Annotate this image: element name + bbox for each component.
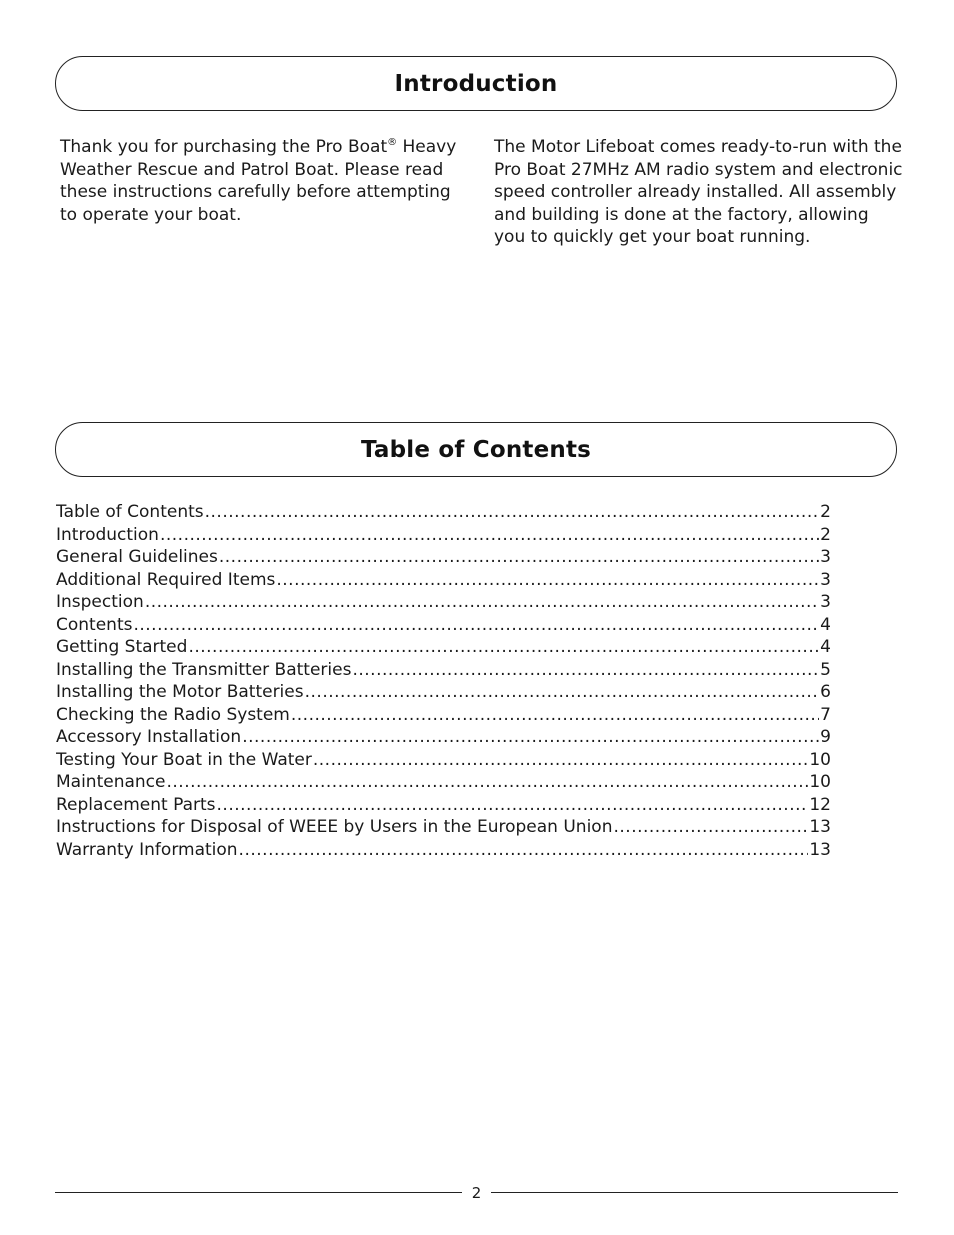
toc-dot-leader [219,546,819,569]
toc-entry[interactable] [56,726,831,749]
toc-entry-page: 6 [820,682,831,702]
toc-entry[interactable] [56,839,831,862]
toc-entry[interactable] [56,659,831,682]
toc-entry-title: Accessory Installation [56,727,242,747]
toc-dot-leader [205,501,820,524]
toc-dot-leader [160,524,819,547]
footer-rule-right [491,1192,898,1193]
toc-entry[interactable] [56,794,831,817]
intro-left-text-start: Thank you for purchasing the Pro Boat [60,137,388,157]
toc-entry-title: Table of Contents [56,502,204,522]
toc-entry-title: Testing Your Boat in the Water [56,749,312,770]
toc-entry-page: 3 [820,569,831,590]
toc-entry-page: 13 [809,817,831,837]
toc-entry[interactable] [56,614,831,637]
toc-entry-title: Getting Started [56,637,188,657]
toc-entry-title: Introduction [56,524,159,545]
toc-entry-title: General Guidelines [56,547,218,567]
toc-dot-leader [188,636,819,659]
toc-entry-page: 2 [820,524,831,545]
toc-entry-page: 10 [809,749,831,770]
toc-dot-leader [166,771,808,794]
toc-entry-title: Installing the Motor Batteries [56,682,304,702]
toc-dot-leader [313,749,808,772]
introduction-heading: Introduction [394,70,558,97]
toc-entry-title: Additional Required Items [56,569,276,590]
toc-entry[interactable] [56,501,831,524]
toc-entry-title: Replacement Parts [56,794,216,815]
toc-entry-title: Inspection [56,592,144,612]
toc-entry[interactable] [56,681,831,704]
toc-entry-page: 2 [820,502,831,522]
toc-dot-leader [305,681,820,704]
toc-entry[interactable] [56,704,831,727]
toc-entry-page: 9 [820,727,831,747]
toc-entry-title: Instructions for Disposal of WEEE by Users in the European Union [56,817,613,837]
toc-dot-leader [217,794,809,817]
toc-entry[interactable] [56,816,831,839]
footer-rule-left [55,1192,462,1193]
toc-header-box [55,422,897,477]
introduction-header-box [55,56,897,111]
toc-dot-leader [291,704,819,727]
toc-heading: Table of Contents [360,436,592,463]
registered-mark: ® [387,137,398,148]
toc-entry-title: Maintenance [56,772,166,792]
toc-entry-page: 10 [809,772,831,792]
toc-entry[interactable] [56,771,831,794]
toc-entry-page: 5 [820,659,831,680]
toc-entry[interactable] [56,569,831,592]
toc-dot-leader [133,614,819,637]
toc-entry-title: Warranty Information [56,839,238,860]
toc-entry-page: 4 [820,637,831,657]
toc-entry-page: 4 [820,614,831,635]
toc-entry-page: 7 [820,704,831,725]
toc-entry-page: 3 [820,547,831,567]
toc-dot-leader [613,816,808,839]
toc-entry-page: 12 [809,794,831,815]
intro-right-paragraph: The Motor Lifeboat comes ready-to-run with the Pro Boat 27MHz AM radio system and electronic speed controller already installed. All assembly and building is done at the factory, allowing you to quickly get your boat running. [494,137,903,247]
toc-entry-title: Installing the Transmitter Batteries [56,659,352,680]
toc-entry[interactable] [56,546,831,569]
page-number: 2 [471,1184,482,1202]
toc-entry[interactable] [56,524,831,547]
toc-dot-leader [145,591,819,614]
toc-dot-leader [276,569,819,592]
toc-entry-page: 13 [809,839,831,860]
intro-left-paragraph [60,136,460,226]
toc-list [56,501,831,861]
toc-entry-title: Checking the Radio System [56,704,290,725]
toc-dot-leader [239,839,809,862]
toc-entry-title: Contents [56,614,133,635]
toc-entry[interactable] [56,591,831,614]
toc-entry[interactable] [56,636,831,659]
toc-dot-leader [242,726,819,749]
toc-entry[interactable] [56,749,831,772]
toc-dot-leader [352,659,819,682]
intro-left-text-end: Heavy Weather Rescue and Patrol Boat. Please read these instructions carefully before attempting to operate your boat. [60,137,457,225]
page-footer [55,1183,898,1203]
toc-entry-page: 3 [820,592,831,612]
